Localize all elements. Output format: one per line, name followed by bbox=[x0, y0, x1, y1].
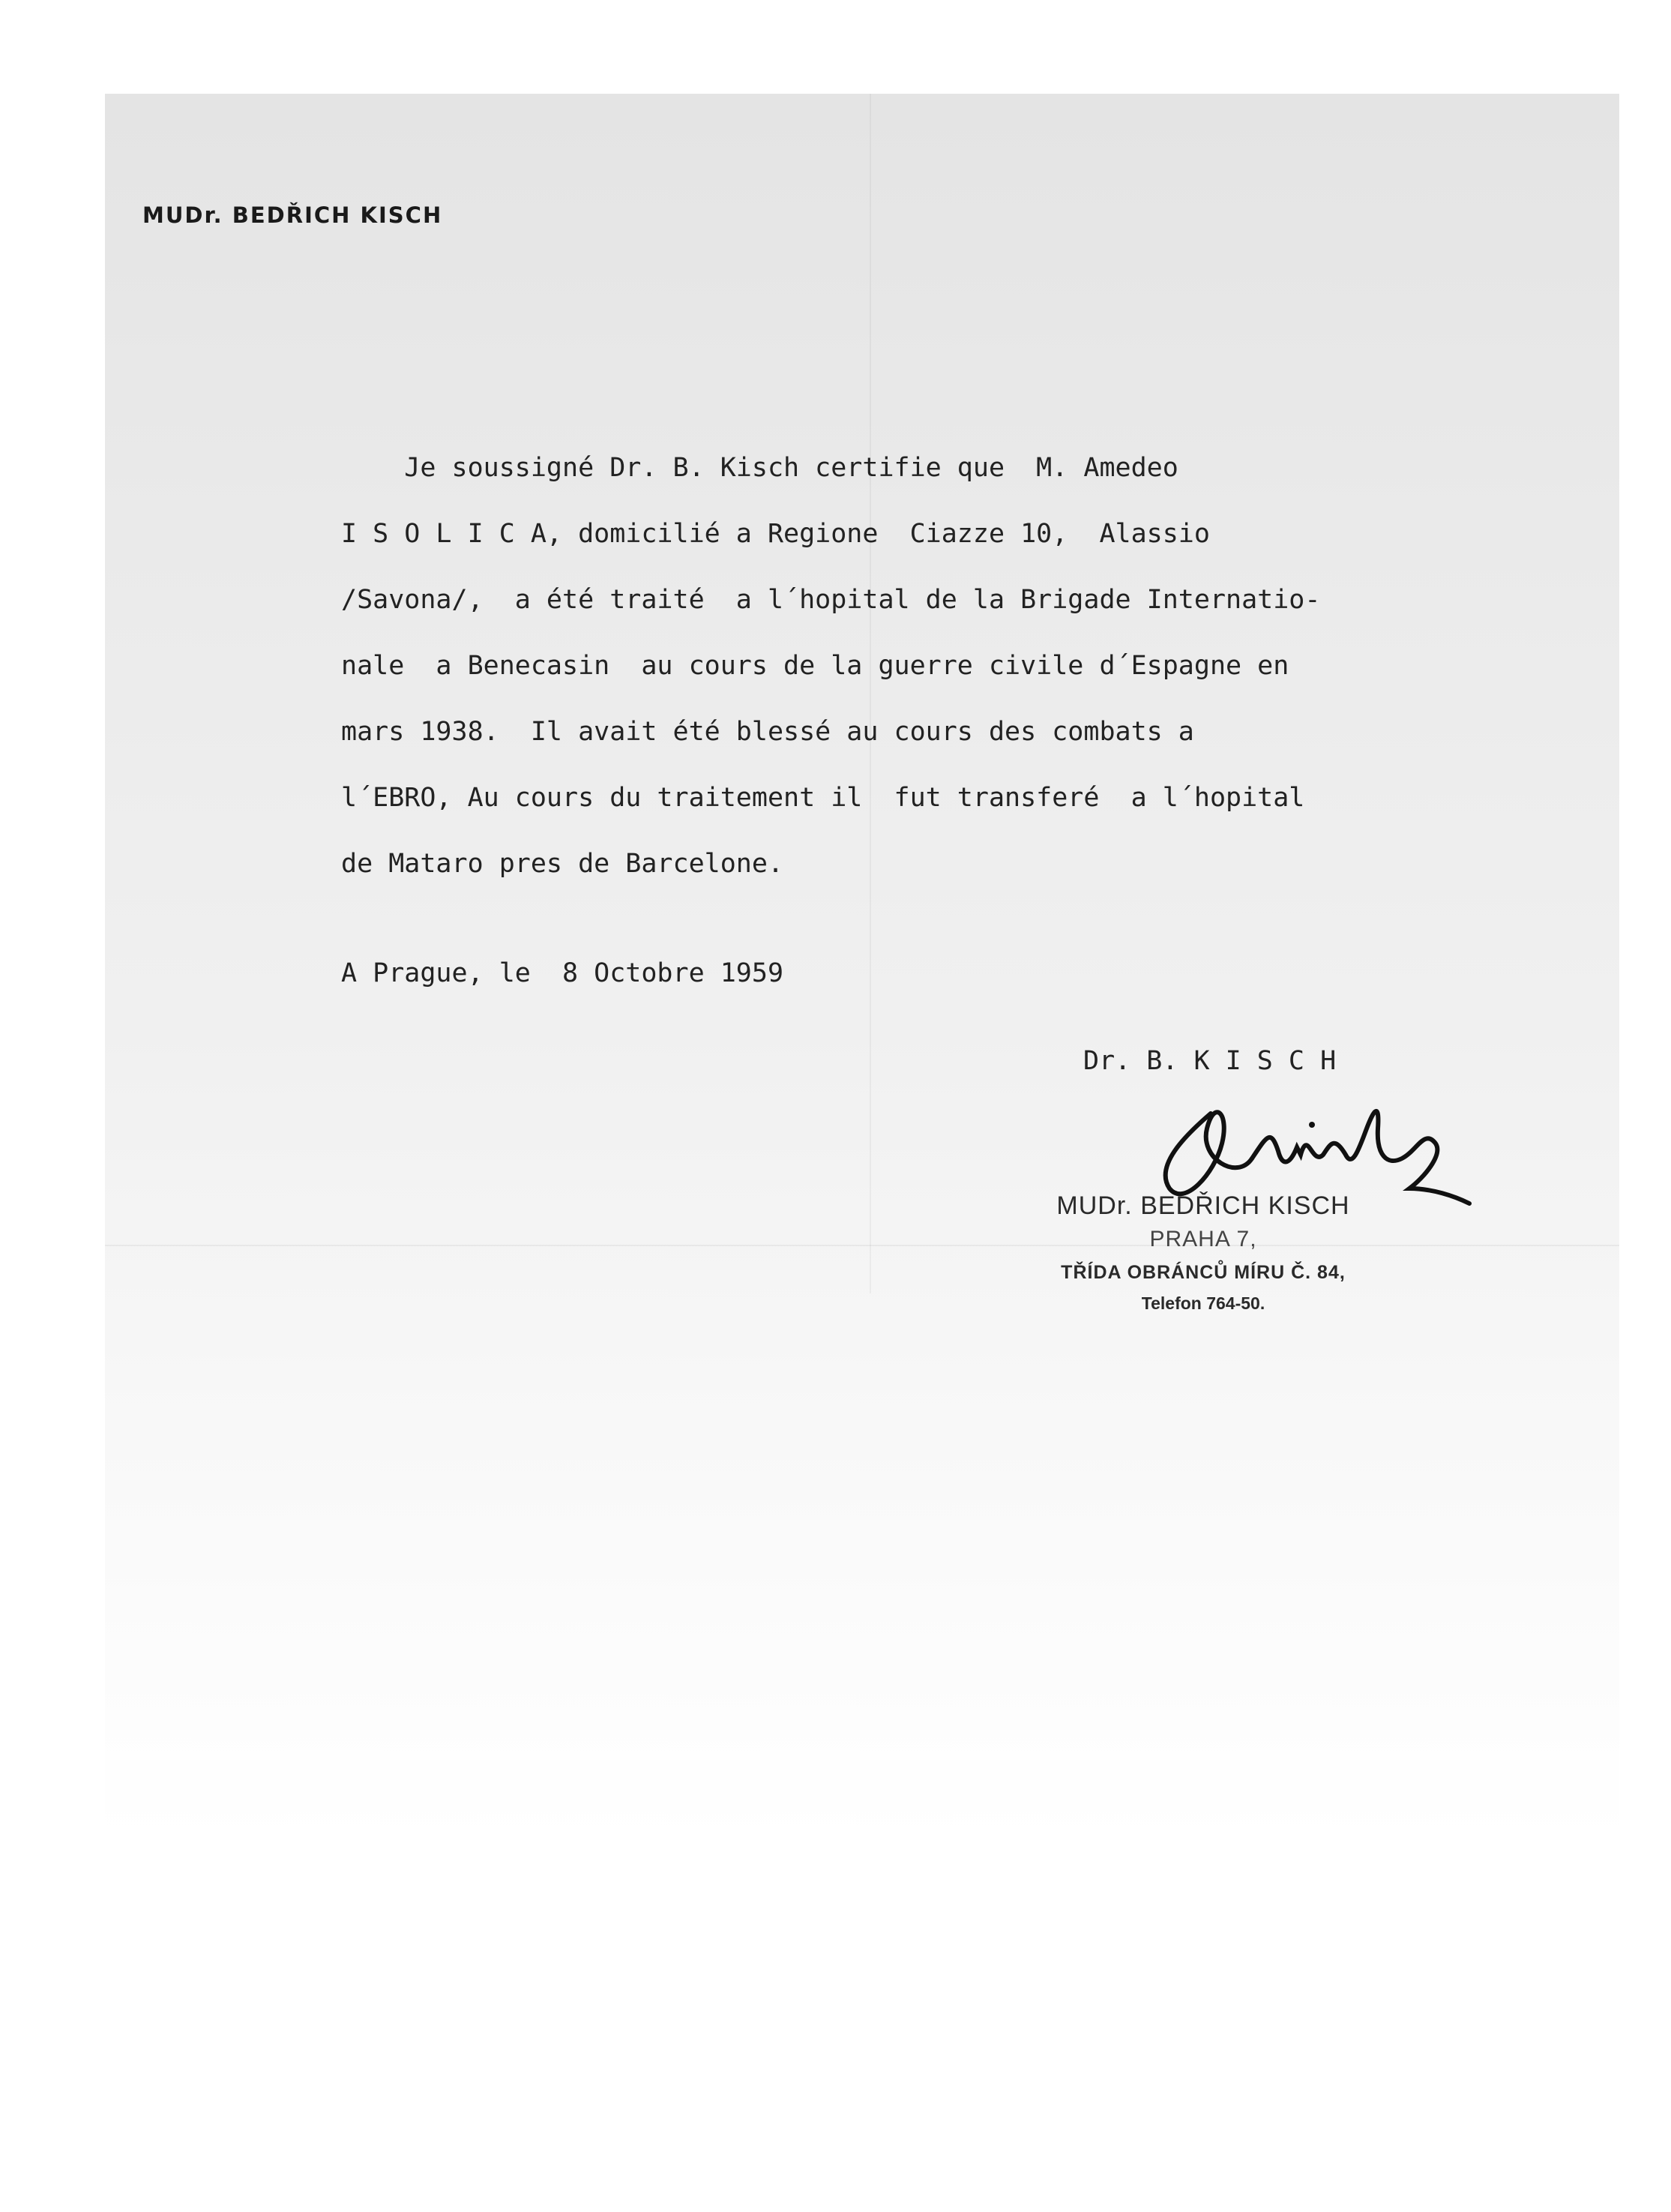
stamp-name: MUDr. BEDŘICH KISCH bbox=[1056, 1191, 1350, 1220]
date-line: A Prague, le 8 Octobre 1959 bbox=[341, 958, 784, 988]
typed-signature: Dr. B. K I S C H bbox=[1083, 1046, 1337, 1076]
stamp-street: TŘÍDA OBRÁNCŮ MÍRU Č. 84, bbox=[1061, 1262, 1346, 1283]
body-line: /Savona/, a été traité a l´hopital de la Brigade Internatio- bbox=[341, 585, 1321, 615]
stamp-phone: Telefon 764-50. bbox=[1141, 1293, 1265, 1313]
body-line: I S O L I C A, domicilié a Regione Ciazze 10, Alassio bbox=[341, 519, 1210, 549]
letterhead: MUDr. BEDŘICH KISCH bbox=[142, 202, 443, 228]
letter-body bbox=[341, 435, 1548, 897]
paper-fold-horizontal bbox=[105, 1245, 1619, 1246]
body-line: l´EBRO, Au cours du traitement il fut transferé a l´hopital bbox=[341, 783, 1305, 813]
body-line: de Mataro pres de Barcelone. bbox=[341, 849, 784, 879]
address-stamp bbox=[1027, 1188, 1379, 1317]
stamp-city: PRAHA 7, bbox=[1149, 1227, 1257, 1251]
body-line: Je soussigné Dr. B. Kisch certifie que M. Amedeo bbox=[341, 453, 1178, 483]
body-line: mars 1938. Il avait été blessé au cours des combats a bbox=[341, 717, 1194, 747]
body-line: nale a Benecasin au cours de la guerre civile d´Espagne en bbox=[341, 651, 1289, 681]
